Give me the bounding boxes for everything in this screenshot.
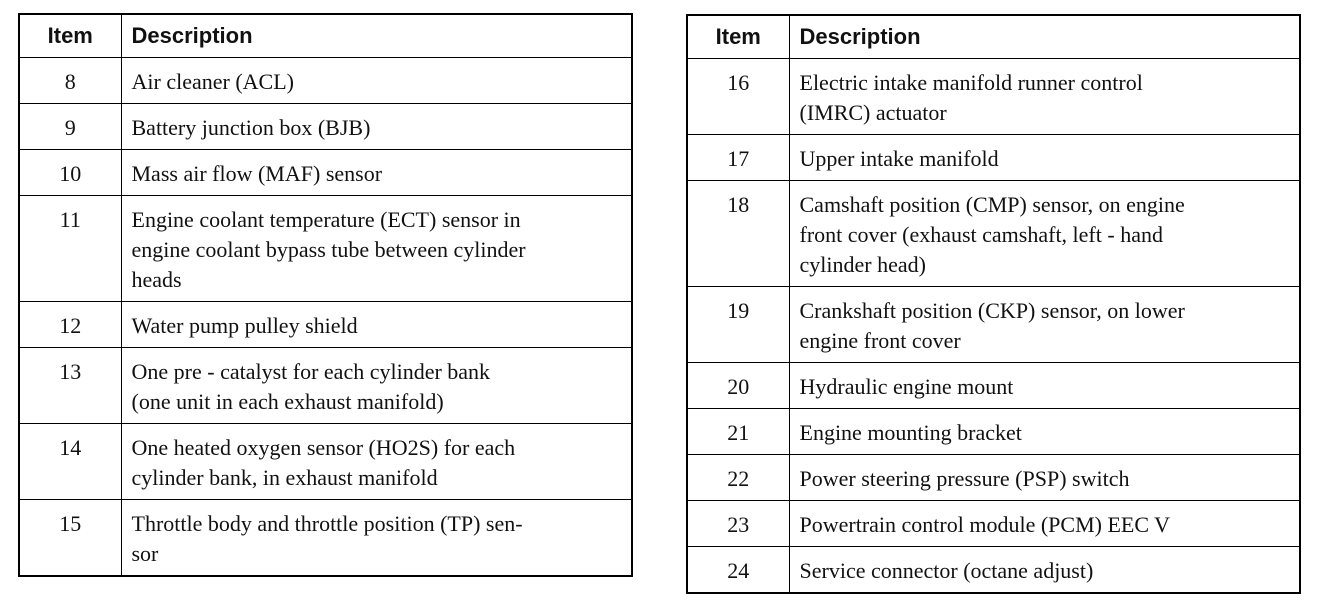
column-header-description: Description bbox=[789, 15, 1300, 59]
table-row bbox=[687, 181, 1300, 287]
item-description: Camshaft position (CMP) sensor, on engine front cover (exhaust camshaft, left - hand cylinder head) bbox=[789, 181, 1300, 287]
column-header-item: Item bbox=[687, 15, 789, 59]
item-number: 19 bbox=[687, 287, 789, 363]
item-number: 23 bbox=[687, 501, 789, 547]
item-number: 9 bbox=[19, 104, 121, 150]
item-number: 22 bbox=[687, 455, 789, 501]
item-number: 18 bbox=[687, 181, 789, 287]
item-description: Mass air flow (MAF) sensor bbox=[121, 150, 632, 196]
table-row bbox=[687, 363, 1300, 409]
item-number: 15 bbox=[19, 500, 121, 577]
item-number: 8 bbox=[19, 58, 121, 104]
item-number: 12 bbox=[19, 302, 121, 348]
item-number: 13 bbox=[19, 348, 121, 424]
item-description: Air cleaner (ACL) bbox=[121, 58, 632, 104]
item-description: Crankshaft position (CKP) sensor, on lower engine front cover bbox=[789, 287, 1300, 363]
item-description: Engine mounting bracket bbox=[789, 409, 1300, 455]
table-row bbox=[687, 455, 1300, 501]
parts-table-right bbox=[686, 14, 1301, 594]
parts-table-left bbox=[18, 13, 633, 577]
item-number: 20 bbox=[687, 363, 789, 409]
item-number: 16 bbox=[687, 59, 789, 135]
column-header-description: Description bbox=[121, 14, 632, 58]
item-description: Battery junction box (BJB) bbox=[121, 104, 632, 150]
item-description: Upper intake manifold bbox=[789, 135, 1300, 181]
table-row bbox=[19, 58, 632, 104]
table-row bbox=[687, 547, 1300, 594]
item-description: Service connector (octane adjust) bbox=[789, 547, 1300, 594]
item-number: 14 bbox=[19, 424, 121, 500]
table-row bbox=[19, 302, 632, 348]
item-description: Power steering pressure (PSP) switch bbox=[789, 455, 1300, 501]
item-description: Electric intake manifold runner control (IMRC) actuator bbox=[789, 59, 1300, 135]
item-number: 10 bbox=[19, 150, 121, 196]
item-number: 17 bbox=[687, 135, 789, 181]
item-description: Water pump pulley shield bbox=[121, 302, 632, 348]
table-row bbox=[687, 501, 1300, 547]
item-description: Hydraulic engine mount bbox=[789, 363, 1300, 409]
table-row bbox=[687, 287, 1300, 363]
table-row bbox=[19, 104, 632, 150]
item-description: One pre - catalyst for each cylinder bank (one unit in each exhaust manifold) bbox=[121, 348, 632, 424]
table-row bbox=[687, 59, 1300, 135]
table-row bbox=[19, 196, 632, 302]
table-row bbox=[19, 500, 632, 577]
item-description: Throttle body and throttle position (TP) sen- sor bbox=[121, 500, 632, 577]
item-number: 21 bbox=[687, 409, 789, 455]
table-row bbox=[687, 135, 1300, 181]
item-number: 24 bbox=[687, 547, 789, 594]
item-number: 11 bbox=[19, 196, 121, 302]
header-row bbox=[19, 14, 632, 58]
item-description: One heated oxygen sensor (HO2S) for each cylinder bank, in exhaust manifold bbox=[121, 424, 632, 500]
header-row bbox=[687, 15, 1300, 59]
item-description: Powertrain control module (PCM) EEC V bbox=[789, 501, 1300, 547]
item-description: Engine coolant temperature (ECT) sensor in engine coolant bypass tube between cylinder heads bbox=[121, 196, 632, 302]
table-row bbox=[19, 348, 632, 424]
table-row bbox=[687, 409, 1300, 455]
table-row bbox=[19, 150, 632, 196]
column-header-item: Item bbox=[19, 14, 121, 58]
table-row bbox=[19, 424, 632, 500]
